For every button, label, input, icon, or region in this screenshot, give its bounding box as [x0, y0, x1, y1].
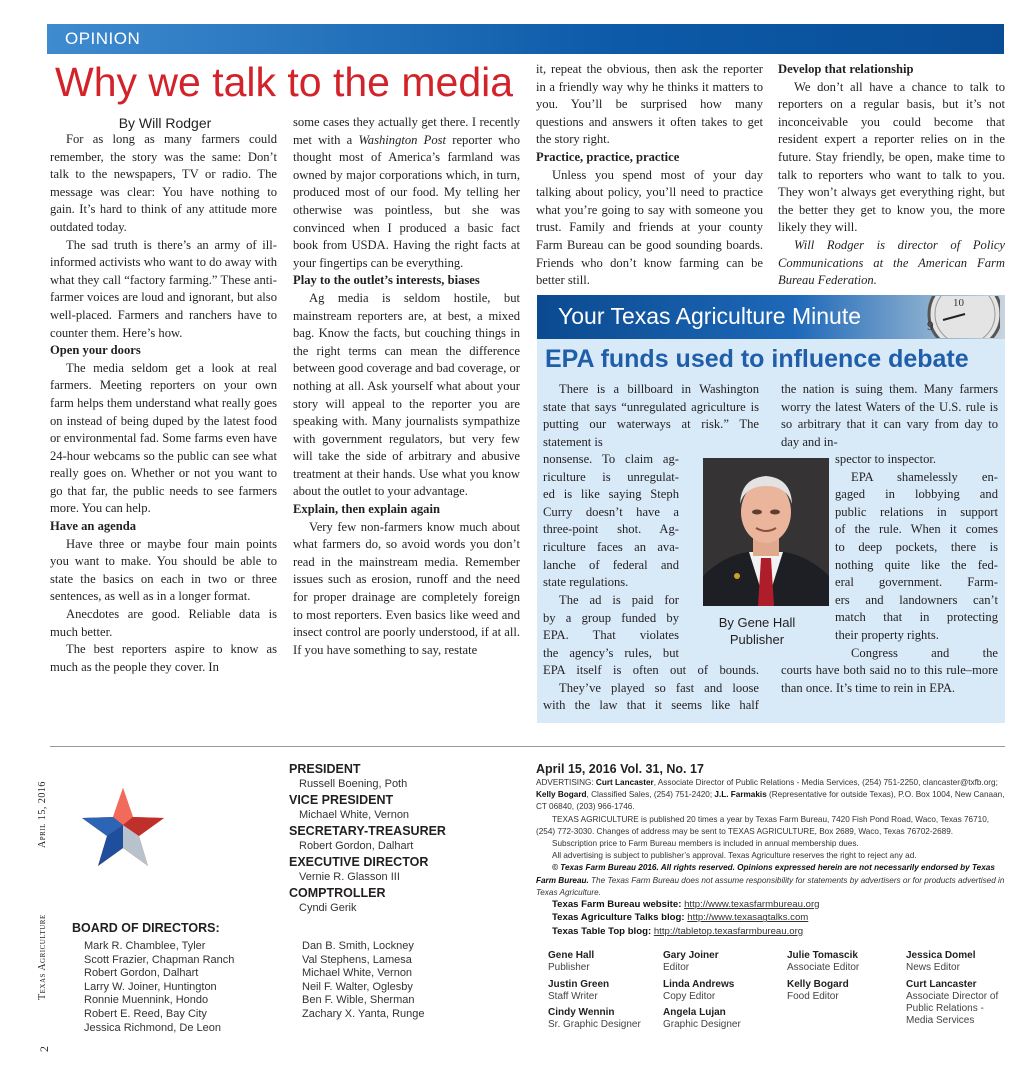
- text-line: eral government. Farm-: [835, 575, 998, 590]
- spine-publication: Texas Agriculture: [37, 914, 48, 1000]
- paragraph: it, repeat the obvious, then ask the reporter in a friendly way why he thinks it matters to you. You’ll be surprised how many questions and answers it often takes to get the story right.: [536, 62, 763, 147]
- text-line: to deep pockets, there is: [835, 539, 998, 554]
- issue-info: [536, 761, 704, 777]
- photo-caption-title: Publisher: [729, 632, 785, 647]
- staff-name: Justin Green: [548, 978, 610, 990]
- paragraph: Very few non-farmers know much about what farmers do, so avoid words you don’t read in the mainstream media. Remember issues such as erosion, runoff and the need for proper drainage are completely foreign to most reporters. Even basics like weed and insect control are poorly understood, if at all. If you have something to say, restate: [293, 519, 520, 657]
- board-member: Robert E. Reed, Bay City: [84, 1007, 207, 1020]
- text-line: the agency’s rules, but: [543, 645, 679, 660]
- svg-text:10: 10: [953, 297, 964, 309]
- subhead: Explain, then explain again: [293, 502, 440, 517]
- staff-role: Publisher: [548, 962, 590, 973]
- link-row: [552, 925, 992, 938]
- board-list-left: [84, 940, 274, 1035]
- officer-title: VICE PRESIDENT: [289, 793, 394, 807]
- text-line: EPA. That violates: [543, 628, 679, 643]
- paragraph: Have three or maybe four main points you want to make. You should be able to state the basics on each in two or three sentences, as well as in a longer format.: [50, 536, 277, 604]
- photo-caption: [703, 614, 811, 648]
- article-column-2: [293, 114, 520, 659]
- text-line: The ad is paid for: [559, 593, 679, 607]
- link-row: [552, 898, 992, 911]
- link-label: Texas Farm Bureau website:: [552, 899, 682, 910]
- link-row: [552, 911, 992, 924]
- officer-name: Cyndi Gerik: [299, 902, 357, 914]
- text-line: spector to inspector.: [835, 452, 937, 466]
- staff-name: Cindy Wennin: [548, 1007, 615, 1018]
- board-member: Robert Gordon, Dalhart: [84, 967, 199, 980]
- text-line: of the rule. When it comes: [835, 522, 998, 537]
- text-line: Congress and the: [851, 645, 998, 660]
- link-url[interactable]: http://www.texasagtalks.com: [687, 912, 809, 924]
- minute-right-closing: courts have both said no to this rule–more than once. It’s time to rein in EPA.: [781, 663, 998, 695]
- board-heading: BOARD OF DIRECTORS:: [72, 921, 220, 935]
- staff-column-4: [906, 950, 1011, 1031]
- advertising-note: All advertising is subject to publisher’s approval. Texas Agriculture reserves the right to reject any ad.: [552, 851, 917, 861]
- board-member: Scott Frazier, Chapman Ranch: [84, 953, 235, 966]
- article-column-4: [778, 61, 1005, 290]
- officers-list: [289, 761, 509, 916]
- board-member: Dan B. Smith, Lockney: [302, 940, 414, 952]
- staff-name: Kelly Bogard: [787, 978, 849, 990]
- subhead: Develop that relationship: [778, 62, 914, 76]
- minute-left-bottom: [543, 662, 759, 715]
- board-member: Ben F. Wible, Sherman: [302, 994, 415, 1007]
- staff-role: Editor: [663, 962, 690, 973]
- staff-role: Sr. Graphic Designer: [548, 1019, 641, 1030]
- text-line: EPA shamelessly en-: [851, 469, 998, 484]
- staff-column-2: [663, 950, 778, 1036]
- paragraph: The best reporters aspire to know as much as the people they cover. In: [50, 642, 277, 674]
- photo-caption-name: By Gene Hall: [718, 615, 796, 630]
- article-column-1: [50, 131, 277, 676]
- paragraph: The sad truth is there’s an army of ill-informed activists who want to do away with what they call “factory farming.” These anti-farmer voices are loud and ignorant, but also well-placed. Farmers and ranchers have to counter them. Here’s how.: [50, 237, 277, 340]
- footer-divider: [50, 746, 1005, 747]
- text-line: match that in protecting: [835, 610, 998, 625]
- minute-right-para: the nation is suing them. Many farmers worry the latest Waters of the U.S. rule is so arbitrary that it can vary from day to day and in-: [781, 382, 998, 449]
- link-url[interactable]: http://www.texasfarmbureau.org: [684, 899, 820, 910]
- text-line: nonsense. To claim ag-: [543, 452, 679, 466]
- officer-title: COMPTROLLER: [289, 886, 386, 900]
- text-line: public relations in support: [835, 504, 998, 519]
- text-line: Curry doesn’t have a: [543, 504, 679, 519]
- staff-role: News Editor: [906, 962, 960, 973]
- officer-name: Michael White, Vernon: [299, 809, 410, 821]
- minute-right-wrap: [835, 451, 998, 662]
- website-links: [552, 898, 992, 938]
- text-line: state regulations.: [543, 575, 629, 590]
- publication-info: TEXAS AGRICULTURE is published 20 times a year by Texas Farm Bureau, 7420 Fish Pond Road, Waco, Texas 76710, (254) 772-3030. Changes of address may be sent to TEXAS AGRICULTURE, Box 2689, Waco, Texas 76702-2689.: [536, 814, 990, 836]
- star-logo: [78, 780, 168, 870]
- staff-name: Jessica Domel: [906, 950, 976, 961]
- board-title: [72, 920, 220, 936]
- staff-role: Copy Editor: [663, 990, 716, 1002]
- staff-role: Associate Director of Public Relations - Media Services: [906, 990, 999, 1026]
- issue-line: April 15, 2016 Vol. 31, No. 17: [536, 762, 704, 776]
- text-line: with the law that it seems like half: [543, 698, 759, 713]
- text-line: three-point shot. Ag-: [543, 522, 679, 537]
- staff-name: Linda Andrews: [663, 978, 735, 990]
- staff-role: Food Editor: [787, 990, 839, 1002]
- gene-hall-photo: [703, 458, 829, 606]
- board-member: Larry W. Joiner, Huntington: [84, 980, 217, 993]
- masthead-fine-print: [536, 777, 1006, 899]
- minute-left-wrap-2: [543, 592, 679, 662]
- section-label: OPINION: [65, 29, 141, 48]
- paragraph: Anecdotes are good. Reliable data is much better.: [50, 607, 277, 639]
- spine-page-number: 2: [37, 1045, 51, 1052]
- minute-right-top: [781, 381, 998, 451]
- subhead: Practice, practice, practice: [536, 149, 680, 164]
- paragraph: Ag media is seldom hostile, but mainstream reporters are, at best, a mixed bag. Know the facts, but couching things in the right terms can mean the difference between good coverage and bad coverage, or nothing at all. Ask yourself what about your story will appeal to the reporter you are speaking with. Many journalists sympathize with government regulators, but very few will take the side of arbitrary and abusive treatment at their hands. Use what you know about the outlet to your advantage.: [293, 290, 520, 499]
- text-line: riculture faces an ava-: [543, 539, 679, 554]
- staff-column-3: [787, 950, 902, 1007]
- paragraph: We don’t all have a chance to talk to reporters on a regular basis, but it’s not inconceivable you could become that resident expert a reporter relies on in the future. Stay friendly, be open, make time to talk to reporters who want to talk to you. They won’t always get everything right, but the better they get to know you, the more likely they will.: [778, 79, 1005, 235]
- text-line: nothing quite like the fed-: [835, 557, 998, 572]
- board-member: Mark R. Chamblee, Tyler: [84, 940, 206, 952]
- clock-icon: [905, 296, 1000, 338]
- author-bio: Will Rodger is director of Policy Communications at the American Farm Bureau Federation.: [778, 237, 1005, 288]
- link-label: Texas Agriculture Talks blog:: [552, 912, 685, 924]
- paragraph: [293, 114, 520, 272]
- svg-text:9: 9: [927, 318, 934, 333]
- subhead: Open your doors: [50, 343, 141, 358]
- board-member: Zachary X. Yanta, Runge: [302, 1007, 425, 1020]
- board-member: Ronnie Muennink, Hondo: [84, 994, 209, 1007]
- board-list-right: [302, 940, 492, 1022]
- staff-name: Angela Lujan: [663, 1007, 726, 1018]
- link-label: Texas Table Top blog:: [552, 925, 652, 937]
- minute-right-bottom: [781, 662, 998, 697]
- text-run: reporter who thought most of America’s farmland was owned by major corporations which, in turn, produced most of our food. My telling her otherwise was pointless, but she was convinced when I produced a basic fact book from USDA. Having the right facts at your fingertips can be everything.: [293, 132, 520, 270]
- minute-left-top: [543, 381, 759, 451]
- section-banner: [47, 24, 1004, 54]
- officer-title: PRESIDENT: [289, 762, 361, 776]
- ag-minute-headline: EPA funds used to influence debate: [545, 345, 969, 373]
- text-line: by a group funded by: [543, 610, 679, 625]
- advertising-info: ADVERTISING: Curt Lancaster, Associate Director of Public Relations - Media Services, (254) 751-2250, clancaster@txfb.org; Kelly Bogard, Classified Sales, (254) 751-2420; J.L. Farmakis (Representative for outside Texas), P.O. Box 1004, New Canaan, CT 06840, (203) 966-1746.: [536, 778, 1005, 812]
- article-headline: Why we talk to the media: [55, 59, 514, 105]
- staff-column-1: [548, 950, 658, 1036]
- staff-name: Curt Lancaster: [906, 978, 977, 990]
- officer-name: Robert Gordon, Dalhart: [299, 840, 414, 852]
- publication-name: Washington Post: [358, 132, 447, 147]
- board-member: Jessica Richmond, De Leon: [84, 1021, 221, 1034]
- board-member: Val Stephens, Lamesa: [302, 953, 412, 966]
- minute-left-wrap: [543, 451, 679, 592]
- paragraph: The media seldom get a look at real farmers. Meeting reporters on your own farm helps them understand what really goes on instead of being duped by the latest food or environmental fad. Some farms even have 24-hour webcams so the public can see what really goes on. Whether or not you want to go that far, the public needs to see farmers more. You can help.: [50, 360, 277, 516]
- paragraph: Unless you spend most of your day talking about policy, you’ll need to practice what you’re going to say with someone you trust. Family and friends at your county Farm Bureau can be good sounding boards. Friends who don’t know farming can be better still.: [536, 167, 763, 288]
- officer-name: Russell Boening, Poth: [299, 778, 408, 790]
- text-line: lanche of federal and: [543, 557, 679, 572]
- staff-role: Associate Editor: [787, 962, 860, 973]
- staff-name: Gene Hall: [548, 950, 595, 961]
- subscription-info: Subscription price to Farm Bureau members is included in annual membership dues.: [552, 839, 859, 849]
- subhead: Play to the outlet’s interests, biases: [293, 273, 480, 288]
- text-line: They’ve played so fast and loose: [559, 680, 759, 695]
- paragraph: For as long as many farmers could remember, the story was the same: Don’t talk to the newspapers, TV or radio. The message was clear: You have nothing to gain. It’s hard to think of any attitude more outdated today.: [50, 132, 277, 234]
- officer-title: SECRETARY-TREASURER: [289, 824, 446, 838]
- copyright-note: © Texas Farm Bureau 2016. All rights reserved. Opinions expressed herein are not necessarily endorsed by Texas Farm Bureau. The Texas Farm Bureau does not assume responsibility for statements by advertisers or for products advertised in Texas Agriculture.: [536, 863, 1005, 897]
- minute-left-para: There is a billboard in Washington state that says “unregulated agriculture is putting our waterways at risk.” The statement is: [543, 382, 759, 449]
- link-url[interactable]: http://tabletop.texasfarmbureau.org: [653, 925, 804, 937]
- spine-date: April 15, 2016: [37, 781, 48, 848]
- article-column-3: [536, 61, 763, 290]
- text-line: riculture is unregulat-: [543, 469, 679, 484]
- staff-name: Gary Joiner: [663, 950, 719, 961]
- ag-minute-title: Your Texas Agriculture Minute: [558, 303, 862, 329]
- staff-name: Julie Tomascik: [787, 950, 858, 961]
- board-member: Neil F. Walter, Oglesby: [302, 980, 413, 993]
- text-line: their property rights.: [835, 627, 939, 642]
- text-line: gaged in lobbying and: [835, 487, 998, 502]
- board-member: Michael White, Vernon: [302, 967, 413, 980]
- subhead: Have an agenda: [50, 519, 137, 534]
- text-line: EPA itself is often out of bounds.: [543, 663, 759, 677]
- staff-role: Graphic Designer: [663, 1019, 741, 1030]
- text-line: ers and landowners can’t: [835, 592, 998, 607]
- officer-name: Vernie R. Glasson III: [299, 871, 400, 883]
- officer-title: EXECUTIVE DIRECTOR: [289, 855, 429, 869]
- text-run: some cases they actually get there. I recently met with a: [293, 115, 520, 147]
- text-line: ed is like saying Steph: [543, 487, 679, 502]
- article-byline: By Will Rodger: [118, 115, 212, 131]
- staff-role: Staff Writer: [548, 990, 598, 1002]
